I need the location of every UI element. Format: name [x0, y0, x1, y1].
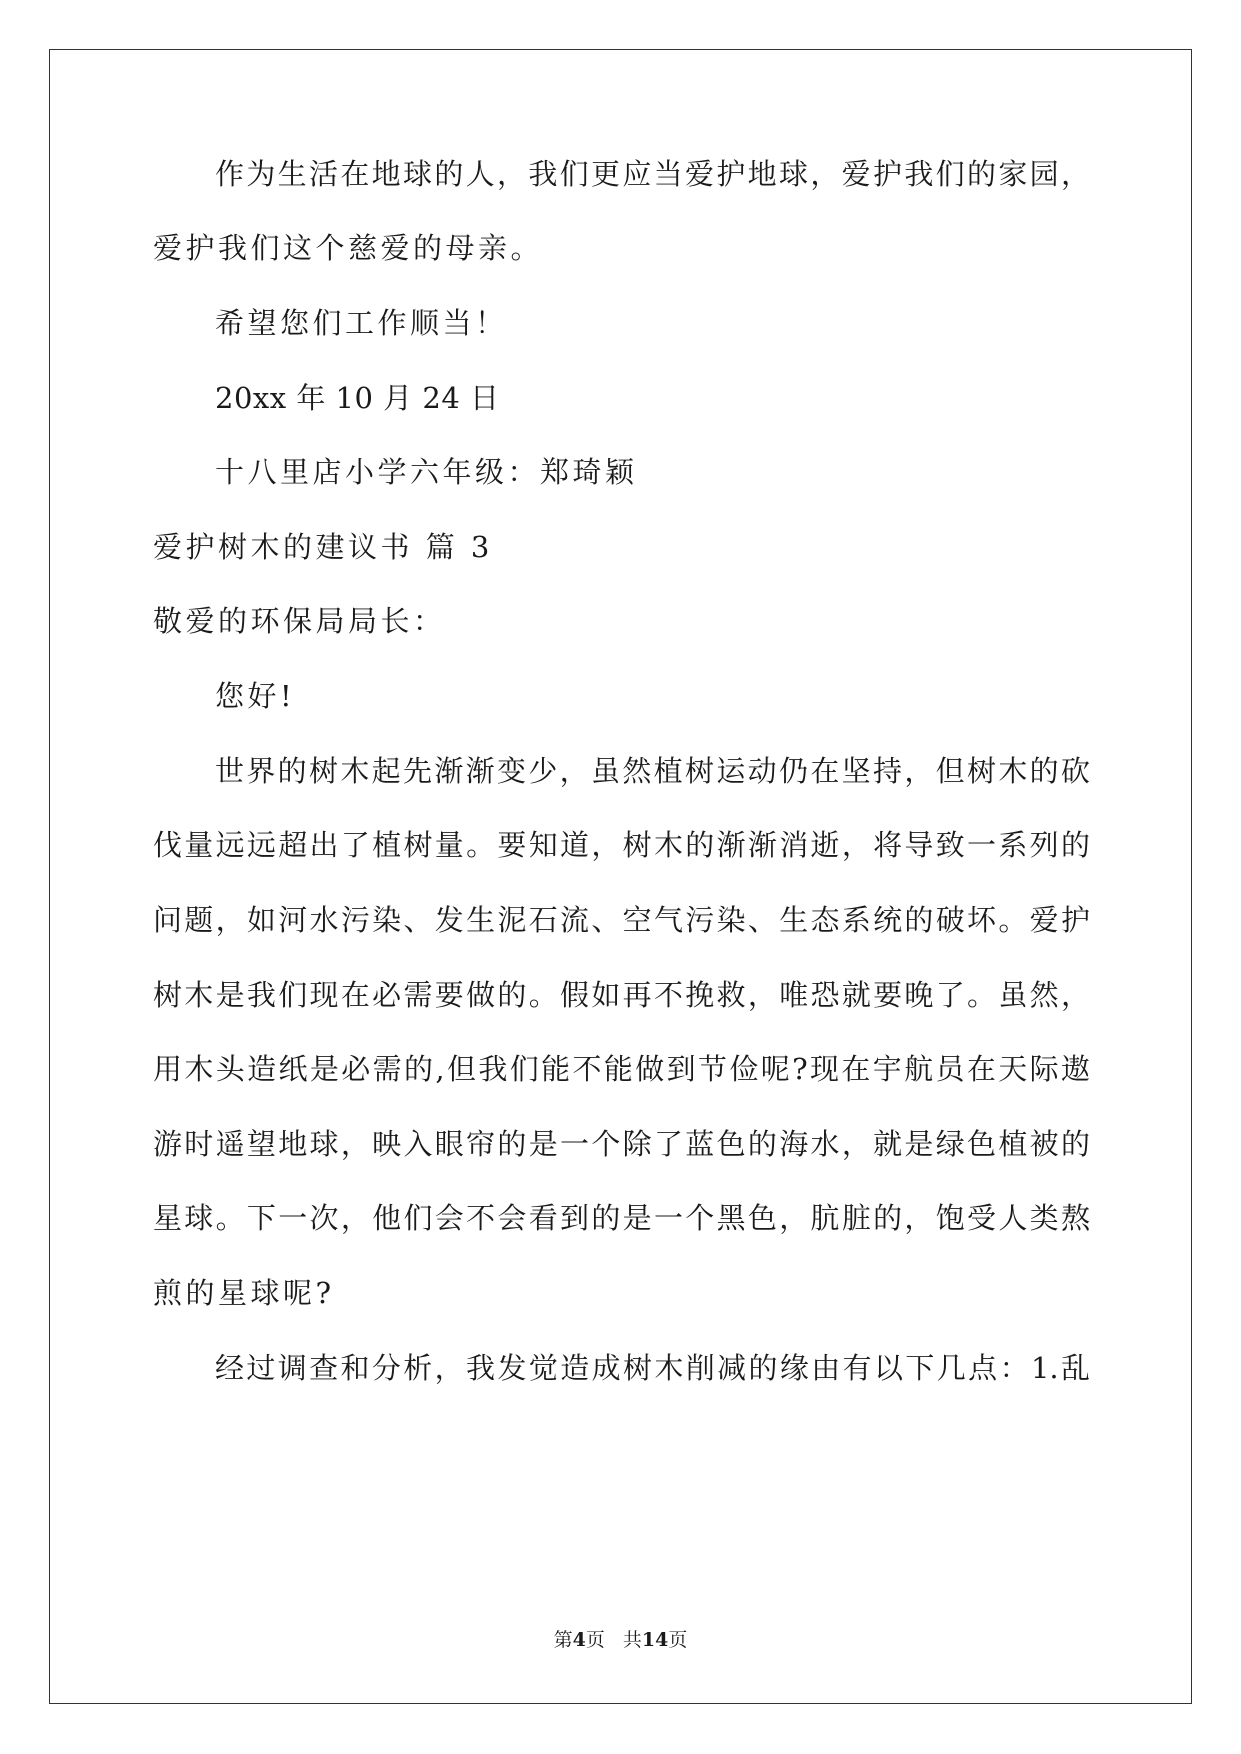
page-suffix: 页	[585, 1629, 605, 1651]
salutation: 敬爱的环保局局长：	[153, 604, 446, 638]
page-frame	[49, 49, 1192, 1704]
page-prefix: 第	[553, 1629, 573, 1651]
paragraph-line: 作为生活在地球的人，我们更应当爱护地球，爱护我们的家园，	[215, 157, 1090, 191]
total-suffix: 页	[668, 1629, 688, 1651]
section-heading: 爱护树木的建议书 篇 3	[153, 530, 493, 564]
paragraph-line: 树木是我们现在必需要做的。假如再不挽救，唯恐就要晚了。虽然，	[153, 978, 1090, 1012]
paragraph-line: 星球。下一次，他们会不会看到的是一个黑色，肮脏的，饱受人类熬	[153, 1201, 1090, 1235]
date-line: 20xx 年 10 月 24 日	[215, 381, 500, 415]
paragraph-line: 煎的星球呢?	[153, 1276, 335, 1310]
paragraph-line: 游时遥望地球，映入眼帘的是一个除了蓝色的海水，就是绿色植被的	[153, 1127, 1090, 1161]
greeting: 您好!	[215, 679, 296, 713]
paragraph-line: 用木头造纸是必需的,但我们能不能做到节俭呢?现在宇航员在天际遨	[153, 1052, 1090, 1086]
paragraph-line: 爱护我们这个慈爱的母亲。	[153, 231, 544, 265]
paragraph-line: 问题，如河水污染、发生泥石流、空气污染、生态系统的破坏。爱护	[153, 903, 1090, 937]
paragraph-line: 希望您们工作顺当！	[215, 306, 508, 340]
paragraph-line: 经过调查和分析，我发觉造成树木削减的缘由有以下几点：1.乱	[215, 1351, 1090, 1385]
total-prefix: 共	[622, 1629, 642, 1651]
paragraph-line: 伐量远远超出了植树量。要知道，树木的渐渐消逝，将导致一系列的	[153, 828, 1090, 862]
signature-line: 十八里店小学六年级：郑琦颖	[215, 455, 638, 489]
total-page-count: 14	[641, 1629, 669, 1651]
current-page-number: 4	[572, 1629, 586, 1651]
paragraph-line: 世界的树木起先渐渐变少，虽然植树运动仍在坚持，但树木的砍	[215, 754, 1090, 788]
page-footer	[0, 1628, 1241, 1652]
